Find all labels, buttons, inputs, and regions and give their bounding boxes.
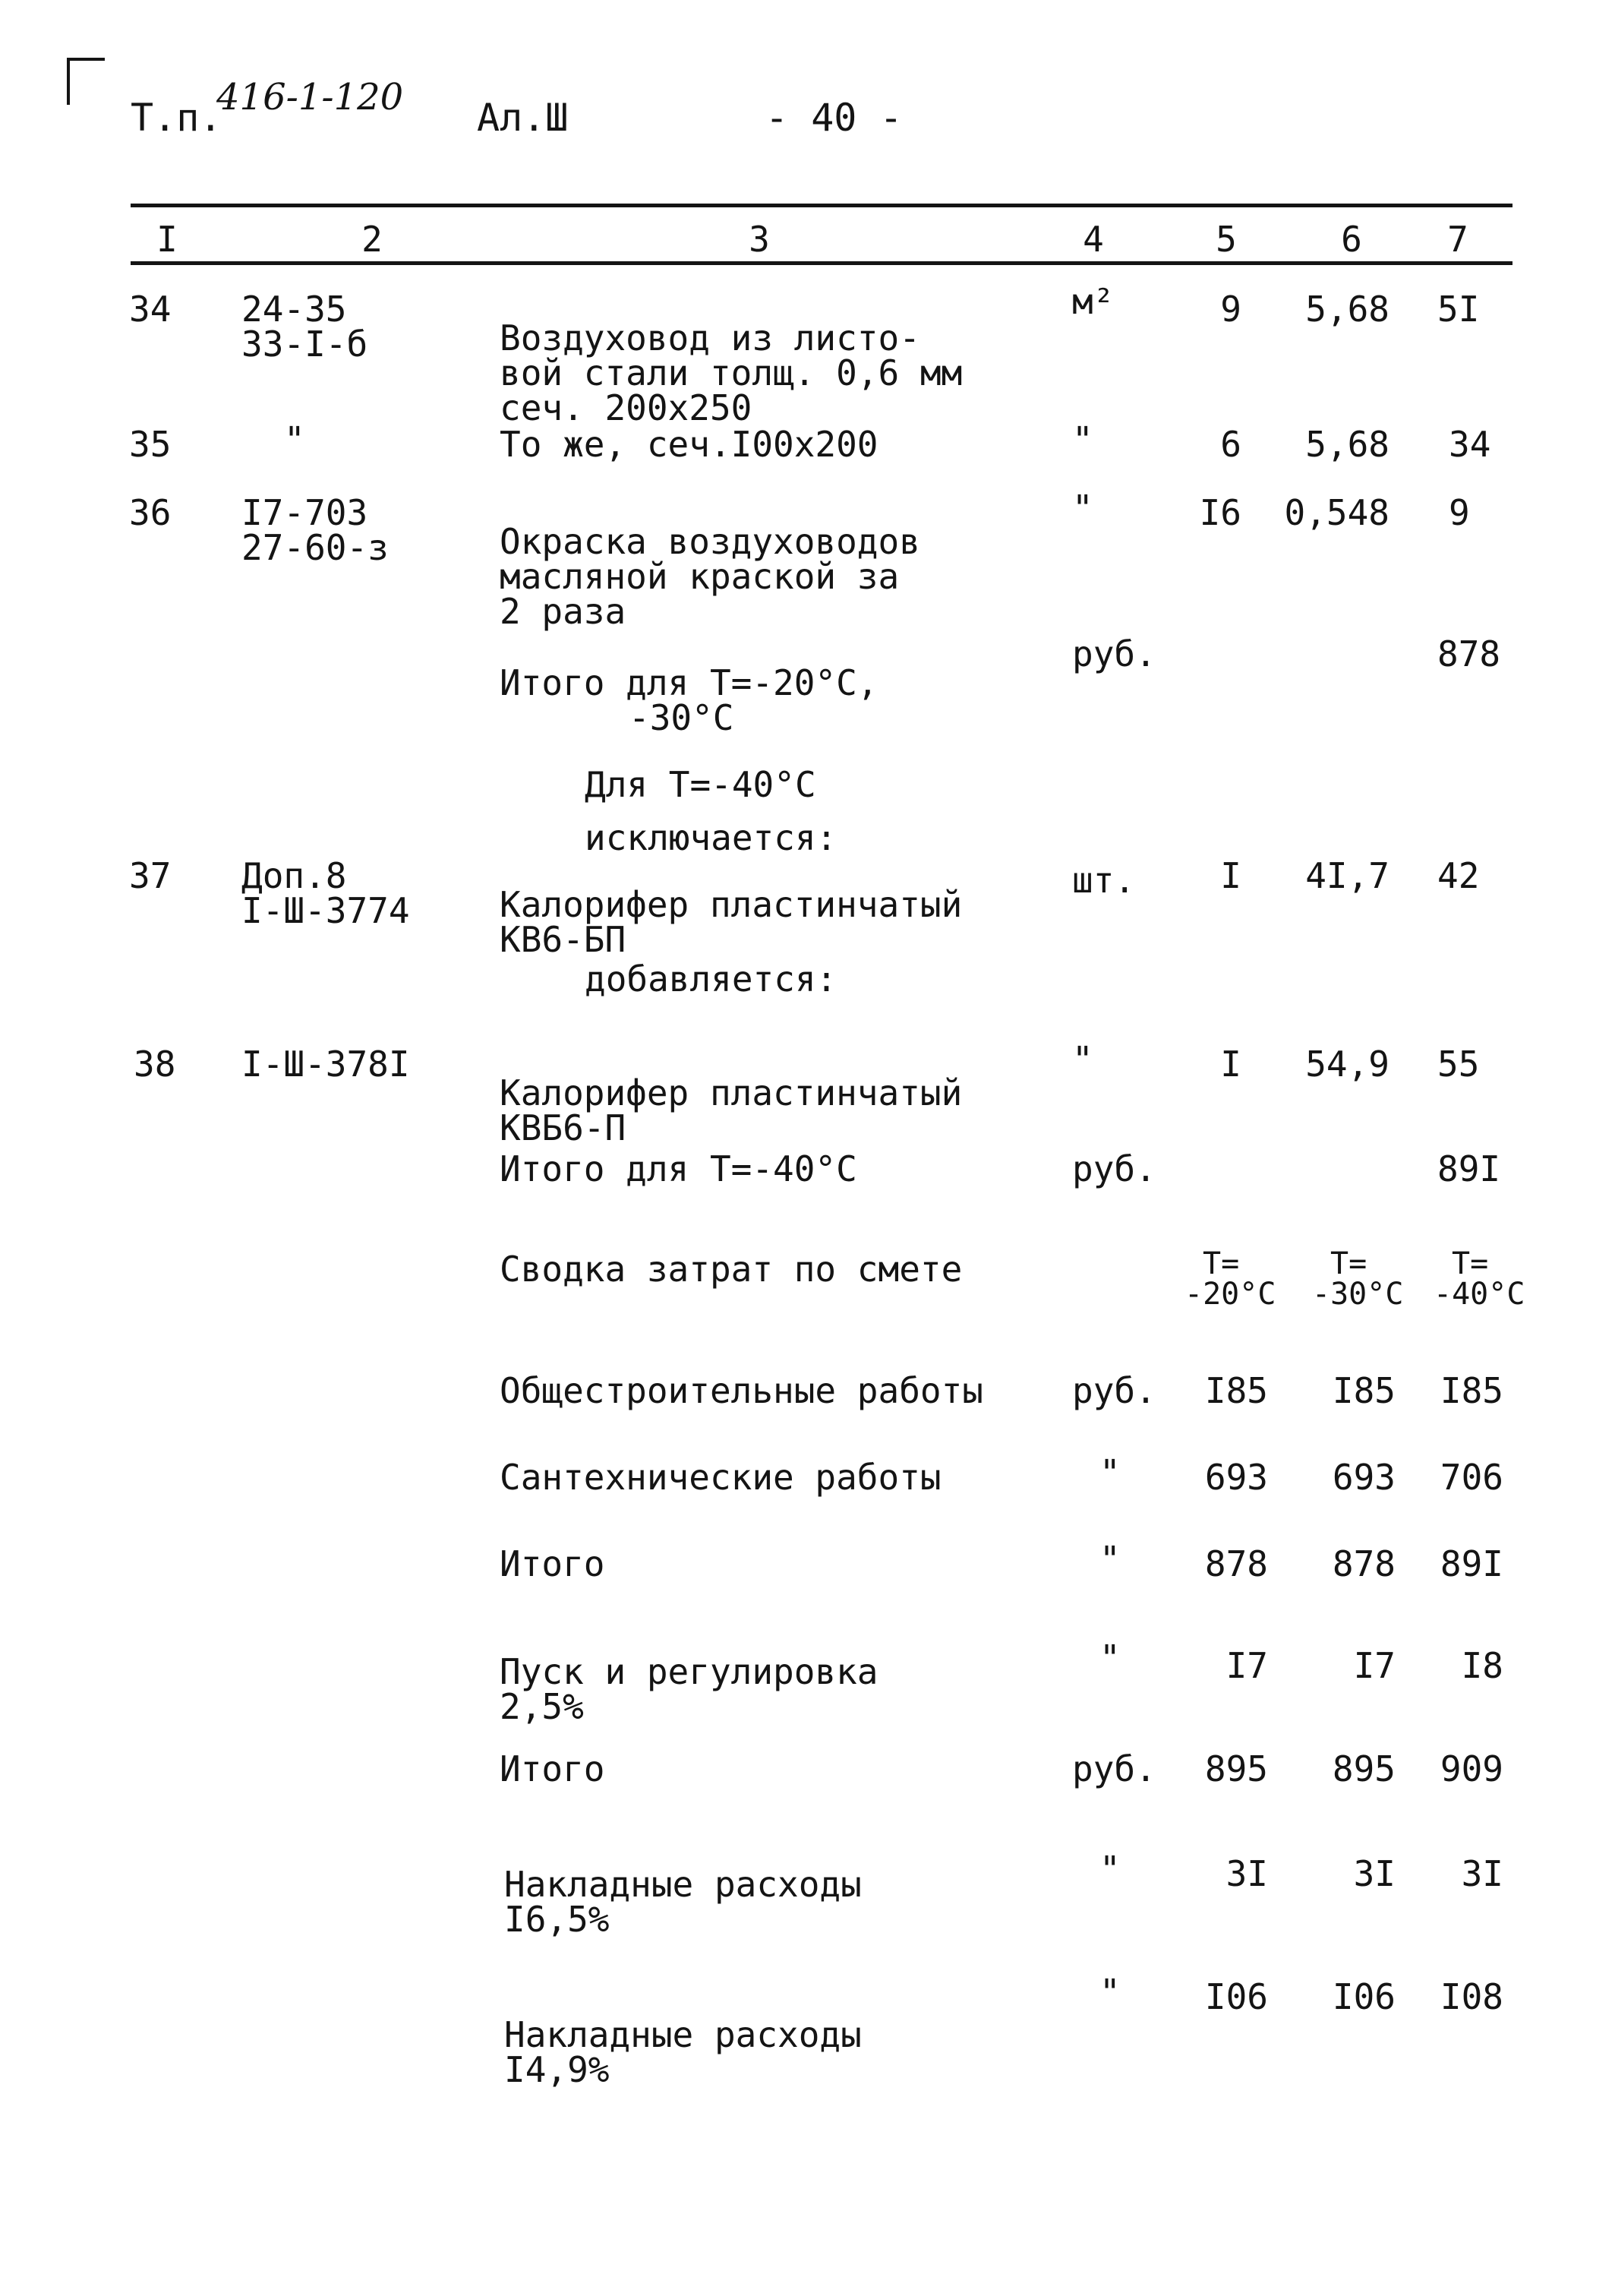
- summary-row-label: Общестроительные работы: [500, 1370, 983, 1411]
- summary-row-value-2: 878: [1332, 1543, 1396, 1584]
- row-38-description: Калорифер пластинчатый КВБ6-П: [500, 1072, 963, 1148]
- table-top-rule: [131, 204, 1512, 207]
- summary-row-label: Итого: [500, 1748, 605, 1789]
- row-36-unit: ": [1072, 488, 1093, 529]
- row-35-price: 5,68: [1305, 424, 1389, 465]
- row-38-price: 54,9: [1305, 1044, 1389, 1085]
- row-37-number: 37: [129, 855, 172, 896]
- summary-row-value-2: 693: [1332, 1457, 1396, 1498]
- row-37-total: 42: [1437, 855, 1480, 896]
- row-34-number: 34: [129, 289, 172, 330]
- col-header-2: 2: [361, 219, 383, 260]
- summary-row-value-1: 693: [1204, 1457, 1268, 1498]
- row-38-number: 38: [134, 1044, 176, 1085]
- subtotal-2-total: 89I: [1437, 1148, 1501, 1189]
- summary-row-value-1: I7: [1225, 1645, 1268, 1686]
- row-36-description: Окраска воздуховодов масляной краской за 2 раза: [500, 521, 920, 632]
- summary-row-value-3: 909: [1440, 1748, 1503, 1789]
- summary-row-value-2: 3I: [1353, 1853, 1396, 1894]
- row-34-price: 5,68: [1305, 289, 1389, 330]
- row-34-total: 5I: [1437, 289, 1480, 330]
- row-38-unit: ": [1072, 1039, 1093, 1080]
- tp-label: Т.п.: [131, 96, 222, 140]
- summary-row-value-2: I06: [1332, 1976, 1396, 2017]
- summary-row-value-2: 895: [1332, 1748, 1396, 1789]
- col-header-6: 6: [1341, 219, 1362, 260]
- col-header-3: 3: [749, 219, 770, 260]
- subtotal-1-total: 878: [1437, 633, 1501, 674]
- summary-row-value-1: I85: [1204, 1370, 1268, 1411]
- album-label: Ал.Ш: [477, 96, 569, 140]
- summary-temp-3: Т= -40°С: [1434, 1246, 1525, 1312]
- added-label: добавляется:: [585, 959, 837, 1000]
- row-35-qty: 6: [1220, 424, 1241, 465]
- col-header-1: I: [156, 219, 178, 260]
- summary-row-value-2: I7: [1353, 1645, 1396, 1686]
- row-35-description: То же, сеч.I00x200: [500, 424, 878, 465]
- row-36-qty: I6: [1199, 492, 1241, 533]
- row-36-price: 0,548: [1284, 492, 1389, 533]
- summary-row-label: Пуск и регулировка 2,5%: [500, 1651, 878, 1727]
- subtotal-1-label: Итого для Т=-20°С, -30°С: [500, 662, 878, 738]
- summary-row-value-1: 878: [1204, 1543, 1268, 1584]
- summary-row-unit: руб.: [1072, 1370, 1156, 1411]
- summary-row-value-3: I8: [1461, 1645, 1503, 1686]
- col-header-5: 5: [1216, 219, 1237, 260]
- row-36-code: I7-703 27-60-з: [241, 492, 389, 568]
- summary-row-label: Итого: [500, 1543, 605, 1584]
- col-header-4: 4: [1083, 219, 1104, 260]
- row-37-code: Доп.8 I-Ш-3774: [241, 855, 410, 931]
- row-35-total: 34: [1449, 424, 1491, 465]
- row-37-description: Калорифер пластинчатый КВ6-БП: [500, 884, 963, 960]
- summary-row-value-2: I85: [1332, 1370, 1396, 1411]
- row-34-qty: 9: [1220, 289, 1241, 330]
- summary-row-value-3: 89I: [1440, 1543, 1503, 1584]
- summary-row-unit: ": [1099, 1638, 1121, 1679]
- summary-row-label: Сантехнические работы: [500, 1457, 942, 1498]
- subtotal-2-label: Итого для Т=-40°С: [500, 1148, 857, 1189]
- row-36-total: 9: [1449, 492, 1470, 533]
- summary-temp-1: Т= -20°С: [1184, 1246, 1276, 1312]
- summary-row-value-3: I08: [1440, 1976, 1503, 2017]
- summary-row-value-3: I85: [1440, 1370, 1503, 1411]
- summary-row-value-1: I06: [1204, 1976, 1268, 2017]
- corner-crop-mark: [65, 55, 111, 108]
- summary-title: Сводка затрат по смете: [500, 1249, 963, 1290]
- row-34-code: 24-35 33-I-б: [241, 289, 368, 365]
- summary-row-unit: ": [1099, 1452, 1121, 1493]
- subtotal-1-unit: руб.: [1072, 633, 1156, 674]
- summary-row-unit: ": [1099, 1539, 1121, 1580]
- row-34-unit: м²: [1072, 281, 1115, 322]
- row-35-number: 35: [129, 424, 172, 465]
- excluded-label: Для Т=-40°С исключается:: [585, 764, 837, 858]
- row-38-total: 55: [1437, 1044, 1480, 1085]
- row-37-qty: I: [1220, 855, 1241, 896]
- col-header-7: 7: [1447, 219, 1468, 260]
- tp-number: 416-1-120: [216, 76, 404, 118]
- row-37-price: 4I,7: [1305, 855, 1389, 896]
- summary-row-value-3: 706: [1440, 1457, 1503, 1498]
- summary-row-value-1: 895: [1204, 1748, 1268, 1789]
- row-37-unit: шт.: [1072, 860, 1136, 901]
- subtotal-2-unit: руб.: [1072, 1148, 1156, 1189]
- row-35-code: ": [284, 419, 305, 460]
- row-34-description: Воздуховод из листо- вой стали толщ. 0,6 мм сеч. 200x250: [500, 317, 963, 428]
- row-38-code: I-Ш-378I: [241, 1044, 410, 1085]
- summary-temp-2: Т= -30°С: [1312, 1246, 1404, 1312]
- table-header-rule: [131, 261, 1512, 265]
- row-35-unit: ": [1072, 419, 1093, 460]
- row-36-number: 36: [129, 492, 172, 533]
- summary-row-value-1: 3I: [1225, 1853, 1268, 1894]
- summary-row-unit: ": [1099, 1849, 1121, 1890]
- row-38-qty: I: [1220, 1044, 1241, 1085]
- summary-row-unit: ": [1099, 1972, 1121, 2013]
- summary-row-label: Накладные расходы I6,5%: [504, 1864, 862, 1940]
- page-number: - 40 -: [765, 96, 903, 140]
- summary-row-label: Накладные расходы I4,9%: [504, 2014, 862, 2090]
- summary-row-unit: руб.: [1072, 1748, 1156, 1789]
- summary-row-value-3: 3I: [1461, 1853, 1503, 1894]
